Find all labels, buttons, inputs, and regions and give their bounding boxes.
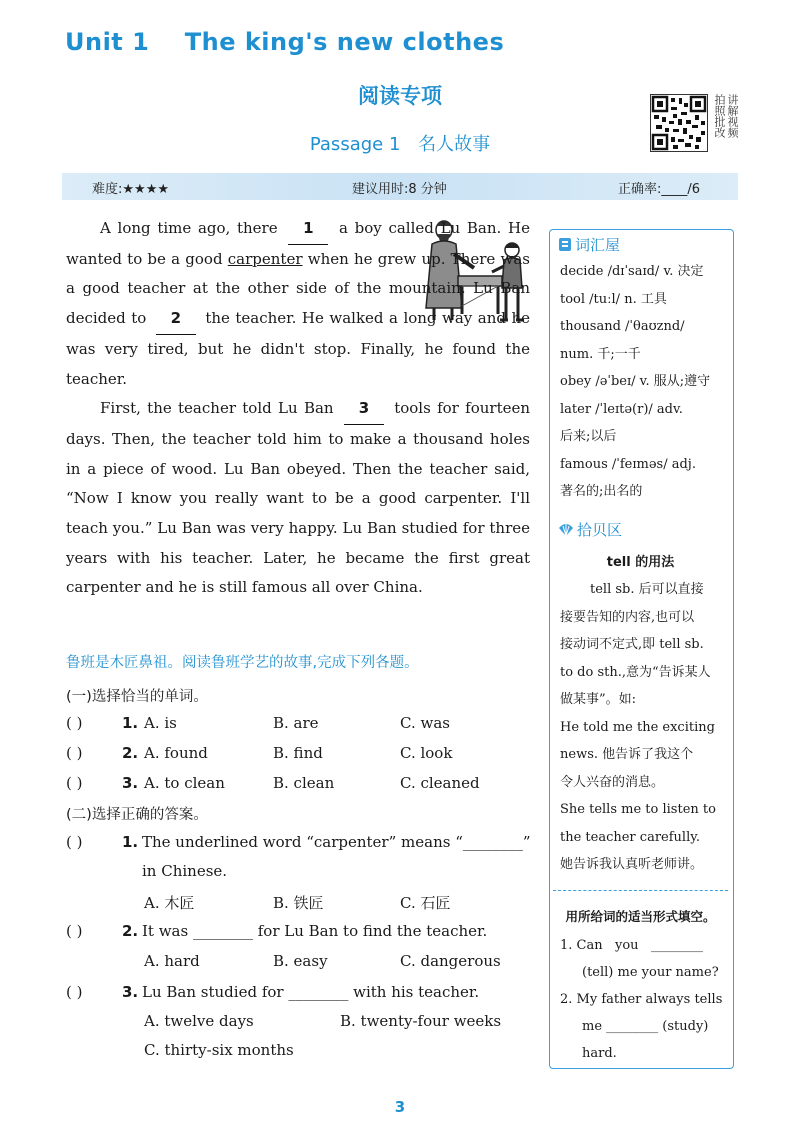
difficulty-rating: 难度:★★★★: [92, 182, 169, 197]
exercise-1-line-2: (tell) me your name?: [582, 965, 719, 980]
option-b[interactable]: B. find: [273, 744, 323, 762]
p1-text-c: when he grew up. There was a good teacher at the other side of the mountain. Lu Ban decided to: [66, 249, 530, 328]
option-c[interactable]: C. 石匠: [400, 894, 451, 912]
answer-paren[interactable]: ( ): [66, 714, 83, 732]
exercise-title: 用所给词的适当形式填空。: [565, 909, 716, 924]
vocab-line: 后来;以后: [560, 429, 617, 444]
option-b[interactable]: B. are: [273, 714, 319, 732]
exercise-2-line-2[interactable]: me ________ (study): [582, 1019, 709, 1034]
blank-1[interactable]: 1: [288, 214, 328, 245]
question-number: 2.: [122, 744, 139, 762]
option-c[interactable]: C. look: [400, 744, 453, 762]
qr-side-text: 讲解视频 拍照批改: [713, 94, 739, 138]
tell-line: She tells me to listen to: [560, 802, 716, 817]
option-a[interactable]: A. twelve days: [144, 1012, 254, 1030]
vocab-line: later /ˈleɪtə(r)/ adv.: [560, 401, 683, 417]
p2-text-a: First, the teacher told Lu Ban: [100, 399, 334, 418]
vocab-line: thousand /ˈθaʊznd/: [560, 319, 685, 334]
option-b[interactable]: B. twenty-four weeks: [340, 1012, 502, 1030]
shell-title: 拾贝区: [577, 521, 623, 539]
question-number: 3.: [122, 983, 139, 1001]
answer-paren[interactable]: ( ): [66, 744, 83, 762]
tell-line: 接要告知的内容,也可以: [560, 609, 695, 625]
accuracy-field[interactable]: 正确率:____/6: [618, 182, 701, 197]
vocab-line: famous /ˈfeɪməs/ adj.: [560, 456, 696, 472]
question-number: 1.: [122, 833, 139, 851]
question-text: Lu Ban studied for ________ with his teacher.: [142, 983, 480, 1001]
paragraph-2: [66, 394, 530, 603]
option-b[interactable]: B. 铁匠: [273, 894, 324, 912]
vocab-line: 著名的;出名的: [560, 484, 643, 499]
divider: [553, 890, 728, 891]
sidebar-exercises: [560, 932, 730, 1067]
exercise-1-line-1[interactable]: 1. Can you ________: [560, 938, 703, 953]
suggested-time: 建议用时:8 分钟: [352, 182, 447, 197]
question-text: It was ________ for Lu Ban to find the teacher.: [142, 922, 488, 940]
blank-2[interactable]: 2: [156, 304, 196, 335]
shell-header: [558, 519, 622, 541]
question-number: 3.: [122, 774, 139, 792]
tell-line: to do sth.,意为“告诉某人: [560, 664, 711, 680]
part-1-title: (一)选择恰当的单词。: [66, 689, 208, 705]
vocab-line: tool /tuːl/ n. 工具: [560, 291, 667, 307]
tell-line: 令人兴奋的消息。: [560, 774, 665, 790]
option-a[interactable]: A. to clean: [144, 774, 225, 792]
vocab-line: obey /əˈbeɪ/ v. 服从;遵守: [560, 374, 711, 389]
option-a[interactable]: A. is: [144, 714, 177, 732]
tell-usage-notes: [560, 576, 730, 879]
question-number: 2.: [122, 922, 139, 940]
option-a[interactable]: A. found: [144, 744, 208, 762]
vocab-list: [560, 258, 730, 506]
tell-line: He told me the exciting: [560, 719, 715, 735]
option-c[interactable]: C. thirty-six months: [144, 1041, 294, 1059]
option-b[interactable]: B. easy: [273, 952, 328, 970]
tell-line: 她告诉我认真听老师讲。: [560, 857, 704, 872]
option-a[interactable]: A. hard: [144, 952, 200, 970]
answer-paren[interactable]: ( ): [66, 983, 83, 1001]
qr-code-icon[interactable]: [650, 94, 708, 152]
reading-passage: [66, 214, 530, 603]
p2-text-b: tools for fourteen days. Then, the teacher told him to make a thousand holes in a piece of wood. Lu Ban obeyed. Then the teacher said, “Now I know you really want to be a good carpenter. I'll teach you.” Lu Ban was very happy. Lu Ban studied for three years with his teacher. Later, he became the first great carpenter and he is still famous all over China.: [66, 399, 531, 597]
exercise-2-line-3: hard.: [582, 1046, 617, 1061]
part-2-title: (二)选择正确的答案。: [66, 807, 208, 823]
p1-text-d: the teacher. He walked a long way and he was very tired, but he didn't stop. Finally, he found the teacher.: [66, 309, 530, 388]
vocab-header: [558, 234, 620, 256]
option-c[interactable]: C. was: [400, 714, 450, 732]
tell-line: news. 他告诉了我这个: [560, 747, 694, 762]
question-number: 1.: [122, 714, 139, 732]
p1-text-b: a boy called Lu Ban. He wanted to be a good: [66, 219, 530, 268]
vocab-line: num. 千;一千: [560, 346, 641, 362]
option-a[interactable]: A. 木匠: [144, 894, 195, 912]
tell-line: 做某事”。如:: [560, 692, 637, 707]
blank-3[interactable]: 3: [344, 394, 384, 425]
paragraph-1: [66, 214, 530, 394]
answer-paren[interactable]: ( ): [66, 833, 83, 851]
shell-icon: [558, 522, 574, 541]
tell-line: tell sb. 后可以直接: [590, 582, 704, 597]
underlined-word-carpenter: carpenter: [227, 249, 303, 268]
tell-line: the teacher carefully.: [560, 829, 700, 845]
option-b[interactable]: B. clean: [273, 774, 335, 792]
exercise-2-line-1: 2. My father always tells: [560, 992, 723, 1007]
option-c[interactable]: C. dangerous: [400, 952, 501, 970]
book-icon: [558, 237, 572, 256]
passage-label: Passage 1: [309, 134, 401, 155]
unit-title: Unit 1 The king's new clothes: [65, 28, 505, 56]
answer-paren[interactable]: ( ): [66, 774, 83, 792]
tell-line: 接动词不定式,即 tell sb.: [560, 637, 704, 652]
question-text: The underlined word “carpenter” means “________”: [142, 833, 531, 851]
answer-paren[interactable]: ( ): [66, 922, 83, 940]
p1-text-a: A long time ago, there: [100, 219, 278, 237]
vocab-line: decide /dɪˈsaɪd/ v. 决定: [560, 264, 704, 279]
passage-topic: 名人故事: [418, 134, 491, 155]
info-bar: [62, 173, 738, 200]
vocab-title: 词汇屋: [575, 236, 621, 254]
part2-q1-text-cont: in Chinese.: [142, 862, 228, 880]
tell-usage-title: tell 的用法: [606, 555, 675, 570]
questions-intro: 鲁班是木匠鼻祖。阅读鲁班学艺的故事,完成下列各题。: [66, 655, 419, 671]
page-number: 3: [394, 1098, 406, 1116]
option-c[interactable]: C. cleaned: [400, 774, 480, 792]
section-title: 阅读专项: [358, 84, 442, 108]
